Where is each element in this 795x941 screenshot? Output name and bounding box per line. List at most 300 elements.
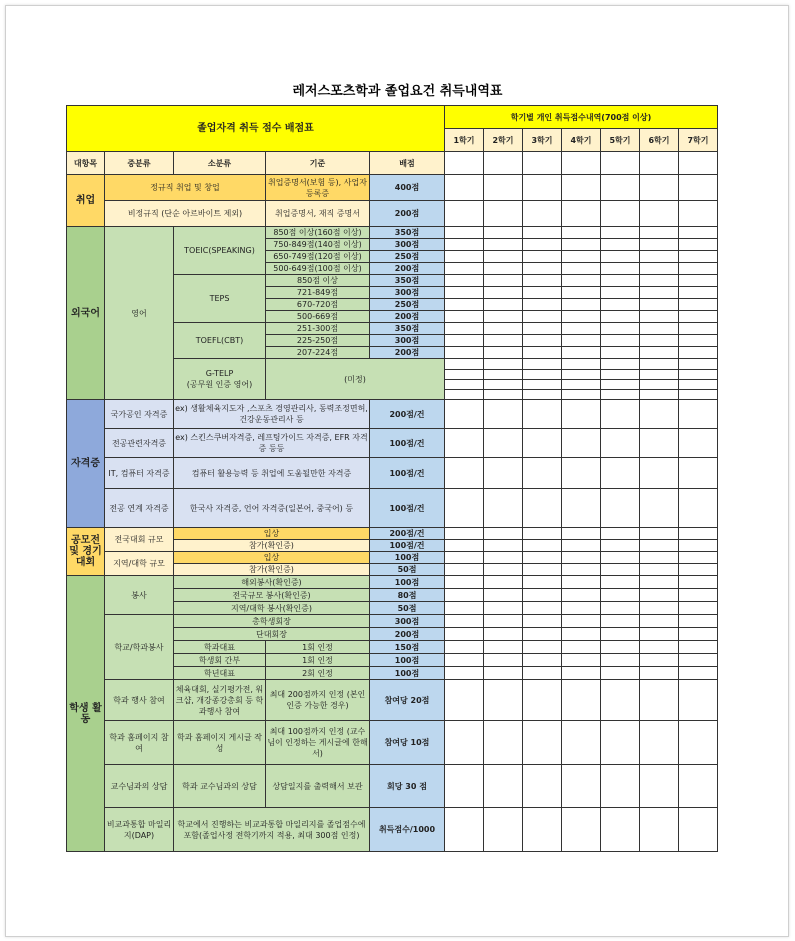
score-entry-cell [523,175,562,201]
score-entry-cell [523,589,562,602]
table-row [67,458,718,489]
score-entry-cell [679,808,718,852]
score-entry-cell [523,311,562,323]
score-entry-cell [523,654,562,667]
score-entry-cell [601,323,640,335]
mid-category: 비정규직 (단순 아르바이트 제외) [105,201,266,227]
score-entry-cell [640,347,679,359]
score-entry-cell [640,615,679,628]
criteria: (미정) [266,359,445,400]
score-entry-cell [562,641,601,654]
table-row [67,106,718,129]
score-entry-cell [523,576,562,589]
score-entry-cell [445,429,484,458]
score-entry-cell [640,576,679,589]
score-entry-cell [523,602,562,615]
sub-category: 학과 홈페이지 게시글 작성 [174,721,266,765]
score-entry-cell [523,201,562,227]
score-entry-cell [562,654,601,667]
score-entry-cell [679,429,718,458]
score-entry-cell [640,251,679,263]
score-entry-cell [484,400,523,429]
category-job: 취업 [67,175,105,227]
score-entry-cell [601,287,640,299]
score-entry-cell [445,628,484,641]
score-entry-cell [640,552,679,564]
score-entry-cell [562,458,601,489]
score-entry-cell [679,552,718,564]
score-entry-cell [445,335,484,347]
score-entry-cell [640,175,679,201]
score: 350점 [370,227,445,239]
score-entry-cell [679,641,718,654]
score: 350점 [370,323,445,335]
score-entry-cell [679,311,718,323]
score-entry-cell [640,287,679,299]
score-entry-cell [640,380,679,390]
score-entry-cell [640,589,679,602]
score-entry-cell [484,641,523,654]
score-entry-cell [640,311,679,323]
score-entry-cell [562,152,601,175]
criteria: 721-849점 [266,287,370,299]
score-entry-cell [679,654,718,667]
score: 100점/건 [370,540,445,552]
score-entry-cell [523,721,562,765]
mid-category: 전국대회 규모 [105,528,174,552]
score-entry-cell [484,299,523,311]
table-row [67,552,718,564]
score-entry-cell [640,370,679,380]
score-entry-cell [601,540,640,552]
criteria: 650-749점(120점 이상) [266,251,370,263]
score-entry-cell [445,359,484,370]
mid-category: 학과 행사 참여 [105,680,174,721]
score-entry-cell [679,721,718,765]
criteria: 207-224점 [266,347,370,359]
score-entry-cell [445,287,484,299]
score-entry-cell [640,390,679,400]
score-entry-cell [445,390,484,400]
semester-header: 6학기 [640,129,679,152]
score-entry-cell [640,680,679,721]
mid-category: 정규직 취업 및 창업 [105,175,266,201]
score-entry-cell [445,400,484,429]
score-entry-cell [640,335,679,347]
score-entry-cell [601,458,640,489]
score: 400점 [370,175,445,201]
mid-category: 영어 [105,227,174,400]
page-title: 레저스포츠학과 졸업요건 취득내역표 [292,84,503,99]
score-entry-cell [679,489,718,528]
score: 100점 [370,576,445,589]
score-entry-cell [523,370,562,380]
score-entry-cell [601,335,640,347]
score-entry-cell [445,654,484,667]
score-entry-cell [484,576,523,589]
score-entry-cell [562,201,601,227]
score-entry-cell [523,552,562,564]
score-entry-cell [562,275,601,287]
score: 50점 [370,602,445,615]
score-entry-cell [679,390,718,400]
score-entry-cell [679,576,718,589]
score-entry-cell [679,359,718,370]
score-entry-cell [601,152,640,175]
score-entry-cell [562,602,601,615]
score-entry-cell [445,808,484,852]
score-entry-cell [601,347,640,359]
score-entry-cell [445,552,484,564]
column-header: 배점 [370,152,445,175]
score-entry-cell [679,152,718,175]
score: 참여당 10점 [370,721,445,765]
score-entry-cell [562,552,601,564]
score-entry-cell [562,721,601,765]
column-header: 중분류 [105,152,174,175]
score-entry-cell [445,323,484,335]
score: 200점 [370,347,445,359]
table-row [67,808,718,852]
score-entry-cell [562,628,601,641]
score-entry-cell [562,347,601,359]
score-entry-cell [679,602,718,615]
score-entry-cell [445,602,484,615]
header-left-title: 졸업자격 취득 점수 배점표 [67,106,445,152]
table-row [67,576,718,589]
score-entry-cell [523,540,562,552]
score-entry-cell [484,323,523,335]
score-entry-cell [562,400,601,429]
score-entry-cell [484,721,523,765]
score-entry-cell [445,201,484,227]
score-entry-cell [445,667,484,680]
score-entry-cell [484,359,523,370]
score-entry-cell [484,540,523,552]
sub-category: TOEIC(SPEAKING) [174,227,266,275]
score: 300점 [370,615,445,628]
criteria: 입상 [174,552,370,564]
criteria: 2회 인정 [266,667,370,680]
criteria: 850점 이상 [266,275,370,287]
score-entry-cell [640,540,679,552]
score: 참여당 20점 [370,680,445,721]
score-entry-cell [679,564,718,576]
table-row [67,152,718,175]
sub-category: 체육대회, 실기평가전, 워크샵, 개강종강총회 등 학과행사 참여 [174,680,266,721]
score-entry-cell [484,227,523,239]
criteria: 1회 인정 [266,641,370,654]
score-entry-cell [640,641,679,654]
score-entry-cell [562,380,601,390]
score-entry-cell [523,667,562,680]
score-entry-cell [445,175,484,201]
score-entry-cell [484,347,523,359]
score-entry-cell [445,589,484,602]
sub-category: 학생회 간부 [174,654,266,667]
criteria: 상담일지를 출력해서 보관 [266,765,370,808]
score-entry-cell [640,654,679,667]
score-entry-cell [640,564,679,576]
score-entry-cell [640,275,679,287]
score-entry-cell [523,359,562,370]
score: 250점 [370,299,445,311]
score-entry-cell [484,390,523,400]
criteria: 한국사 자격증, 언어 자격증(일본어, 중국어) 등 [174,489,370,528]
score: 200점/건 [370,400,445,429]
score-entry-cell [484,528,523,540]
sub-category: TOEFL(CBT) [174,323,266,359]
score-entry-cell [640,201,679,227]
score-entry-cell [562,359,601,370]
score-entry-cell [484,251,523,263]
score-entry-cell [601,721,640,765]
score-entry-cell [484,680,523,721]
criteria: 총학생회장 [174,615,370,628]
score-entry-cell [601,602,640,615]
score-entry-cell [679,287,718,299]
score: 100점/건 [370,458,445,489]
table-row [67,680,718,721]
score-entry-cell [601,641,640,654]
score: 50점 [370,564,445,576]
score-entry-cell [445,311,484,323]
score-entry-cell [562,370,601,380]
score-entry-cell [601,564,640,576]
score-entry-cell [562,175,601,201]
score-entry-cell [445,275,484,287]
score-entry-cell [601,175,640,201]
score: 200점/건 [370,528,445,540]
score-entry-cell [523,808,562,852]
score-entry-cell [523,641,562,654]
score-entry-cell [679,239,718,251]
column-header: 소분류 [174,152,266,175]
score-entry-cell [562,299,601,311]
score-entry-cell [445,540,484,552]
score-entry-cell [523,400,562,429]
score-entry-cell [562,576,601,589]
score-entry-cell [445,680,484,721]
score-entry-cell [523,335,562,347]
score-entry-cell [679,400,718,429]
mid-category: 지역/대학 규모 [105,552,174,576]
score-entry-cell [562,287,601,299]
score-entry-cell [484,654,523,667]
score-entry-cell [445,564,484,576]
score-entry-cell [484,311,523,323]
criteria: 취업증명서, 재직 증명서 [266,201,370,227]
score-entry-cell [562,311,601,323]
score-entry-cell [562,589,601,602]
score-entry-cell [562,615,601,628]
semester-header: 2학기 [484,129,523,152]
semester-header: 3학기 [523,129,562,152]
score-entry-cell [601,239,640,251]
score: 취득점수/1000 [370,808,445,852]
sub-category: 학과대표 [174,641,266,654]
score-entry-cell [679,589,718,602]
score: 100점 [370,667,445,680]
score-entry-cell [484,765,523,808]
criteria: 850점 이상(160점 이상) [266,227,370,239]
score-entry-cell [601,680,640,721]
score: 300점 [370,335,445,347]
score: 300점 [370,239,445,251]
score-entry-cell [484,370,523,380]
score-entry-cell [445,299,484,311]
score-entry-cell [445,458,484,489]
mid-category: 학과 홈페이지 참여 [105,721,174,765]
score-entry-cell [640,152,679,175]
score-entry-cell [562,429,601,458]
score-entry-cell [445,227,484,239]
table-row [67,201,718,227]
table-row [67,400,718,429]
score-entry-cell [523,152,562,175]
mid-category: 전공 연계 자격증 [105,489,174,528]
score-entry-cell [640,299,679,311]
score-entry-cell [679,299,718,311]
score-entry-cell [523,227,562,239]
score-entry-cell [562,390,601,400]
score-entry-cell [679,628,718,641]
score-entry-cell [640,489,679,528]
score-entry-cell [484,458,523,489]
score-entry-cell [445,641,484,654]
score-entry-cell [484,263,523,275]
criteria: 최대 100점까지 인정 (교수님이 인정하는 게시글에 한해서) [266,721,370,765]
sub-category: TEPS [174,275,266,323]
score-entry-cell [601,765,640,808]
score-entry-cell [562,239,601,251]
score-entry-cell [445,239,484,251]
score-entry-cell [679,201,718,227]
score-entry-cell [484,429,523,458]
criteria: 500-649점(100점 이상) [266,263,370,275]
score-entry-cell [601,370,640,380]
score-entry-cell [484,667,523,680]
score-entry-cell [562,335,601,347]
score-entry-cell [523,263,562,275]
sub-category-gtelp [174,359,266,400]
score-entry-cell [601,552,640,564]
criteria: 225-250점 [266,335,370,347]
score-entry-cell [601,589,640,602]
score-entry-cell [601,429,640,458]
score-entry-cell [601,311,640,323]
semester-header: 4학기 [562,129,601,152]
score-entry-cell [562,489,601,528]
mid-category: IT, 컴퓨터 자격증 [105,458,174,489]
sub-category: 학년대표 [174,667,266,680]
score-entry-cell [523,275,562,287]
score-entry-cell [601,359,640,370]
score-entry-cell [640,239,679,251]
score: 회당 30 점 [370,765,445,808]
score-entry-cell [562,540,601,552]
score-entry-cell [445,380,484,390]
column-header: 기준 [266,152,370,175]
criteria: 취업증명서(보험 등), 사업자 등록증 [266,175,370,201]
score-entry-cell [523,528,562,540]
criteria: ex) 생활체육지도자 ,스포츠 경영관리사, 동력조정면허, 건강운동관리사 등 [174,400,370,429]
score-entry-cell [640,359,679,370]
score-entry-cell [640,628,679,641]
score-entry-cell [679,263,718,275]
score-entry-cell [484,201,523,227]
score-entry-cell [679,335,718,347]
score-entry-cell [484,808,523,852]
sub-category: 학과 교수님과의 상담 [174,765,266,808]
score-entry-cell [601,808,640,852]
table-row [67,429,718,458]
criteria: 전국규모 봉사(확인증) [174,589,370,602]
score-entry-cell [523,347,562,359]
score-entry-cell [679,667,718,680]
score-entry-cell [562,808,601,852]
score-entry-cell [601,251,640,263]
criteria: 컴퓨터 활용능력 등 취업에 도움될만한 자격증 [174,458,370,489]
score-entry-cell [562,227,601,239]
score-entry-cell [523,429,562,458]
score: 100점 [370,552,445,564]
score-entry-cell [484,152,523,175]
score-entry-cell [445,263,484,275]
score-entry-cell [445,251,484,263]
score-entry-cell [679,275,718,287]
score-entry-cell [601,390,640,400]
score-entry-cell [484,287,523,299]
table-row [67,175,718,201]
score-entry-cell [523,299,562,311]
score-entry-cell [640,808,679,852]
semester-header: 5학기 [601,129,640,152]
score: 100점/건 [370,489,445,528]
criteria: 최대 200점까지 인정 (본인 인증 가능한 경우) [266,680,370,721]
score-entry-cell [640,528,679,540]
score-entry-cell [445,721,484,765]
score-entry-cell [445,347,484,359]
category-life: 학생 활동 [67,576,105,852]
score-entry-cell [445,370,484,380]
score: 200점 [370,263,445,275]
criteria: 251-300점 [266,323,370,335]
score-entry-cell [640,323,679,335]
score-entry-cell [601,628,640,641]
score: 250점 [370,251,445,263]
score-entry-cell [484,380,523,390]
category-lang: 외국어 [67,227,105,400]
score-entry-cell [601,299,640,311]
mid-category: 봉사 [105,576,174,615]
score-entry-cell [679,540,718,552]
semester-header: 1학기 [445,129,484,152]
score-table [66,105,718,852]
criteria: 670-720점 [266,299,370,311]
criteria: ex) 스킨스쿠버자격증, 레프팅가이드 자격증, EFR 자격증 등등 [174,429,370,458]
score-entry-cell [562,680,601,721]
score-entry-cell [523,239,562,251]
score-entry-cell [523,765,562,808]
score: 200점 [370,201,445,227]
score-entry-cell [679,175,718,201]
score-entry-cell [562,263,601,275]
score-entry-cell [562,564,601,576]
semester-header: 7학기 [679,129,718,152]
mid-category: 비교과통합 마일리지(DAP) [105,808,174,852]
score-entry-cell [601,275,640,287]
